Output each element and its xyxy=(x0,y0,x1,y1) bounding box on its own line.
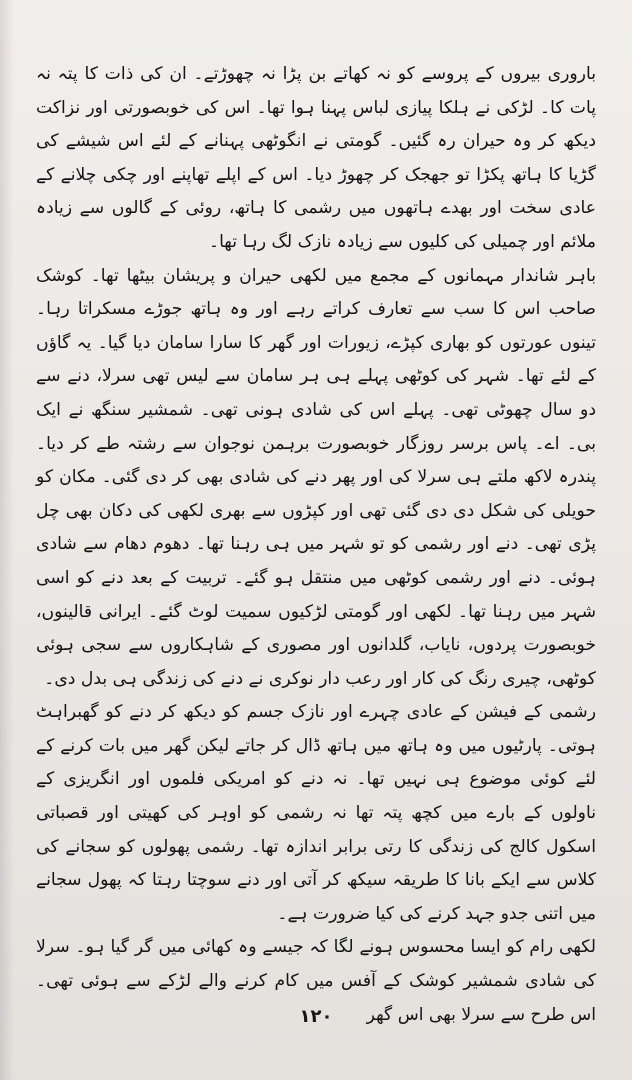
paragraph-2: باہر شاندار مہمانوں کے مجمع میں لکھی حیران و پریشان بیٹھا تھا۔ کوشک صاحب اس کا سب سے تعارف کراتے رہے اور وہ ہاتھ جوڑے مسکراتا رہا۔ تینوں عورتوں کو بھاری کپڑے، زیورات اور گھر کا سارا سامان دیا گیا۔ یہ گاؤں کے لئے تھا۔ شہر کی کوٹھی پہلے ہی ہر سامان سے لیس تھی سرلا، دنے سے دو سال چھوٹی تھی۔ پہلے اس کی شادی ہونی تھی۔ شمشیر سنگھ نے ایک بی۔ اے۔ پاس برسر روزگار خوبصورت برہمن نوجوان سے رشتہ طے کر دیا۔ پندرہ لاکھ ملتے ہی سرلا کی اور پھر دنے کی شادی بھی کر دی گئی۔ مکان کو حویلی کی شکل دی دی گئی تھی اور کپڑوں سے بھری لکھی کی دکان بھی چل پڑی تھی۔ دنے اور رشمی کو تو شہر میں ہی رہنا تھا۔ دھوم دھام سے شادی ہوئی۔ دنے اور رشمی کوٹھی میں منتقل ہو گئے۔ تربیت کے بعد دنے کو اسی شہر میں رہنا تھا۔ لکھی اور گومتی لڑکیوں سمیت لوٹ گئے۔ ایرانی قالینوں، خوبصورت پردوں، نایاب، گلدانوں اور مصوری کے شاہکاروں سے سجی ہوئی کوٹھی، چیری رنگ کی کار اور رعب دار نوکری نے دنے کی زندگی ہی بدل دی۔ xyxy=(36,265,596,689)
body-text xyxy=(36,58,596,1032)
paragraph-1: باروری بیروں کے پروسے کو نہ کھاتے بن پڑا نہ چھوڑتے۔ ان کی ذات کا پتہ نہ پات کا۔ لڑکی نے ہلکا پیازی لباس پہنا ہوا تھا۔ اس کی خوبصورتی اور نزاکت دیکھ کر وہ حیران رہ گئیں۔ گومتی نے انگوٹھی پہنانے کے لئے اس شیشے کی گڑیا کا ہاتھ پکڑا تو جھجک کر چھوڑ دیا۔ اس کے اپلے تھاپنے اور چکی چلانے کے عادی سخت اور بھدے ہاتھوں میں رشمی کا ہاتھ، روئی کے گالوں سے زیادہ ملائم اور چمیلی کی کلیوں سے زیادہ نازک لگ رہا تھا۔ xyxy=(36,64,596,252)
page-number: ١٢٠ xyxy=(299,1006,333,1027)
paragraph-3: رشمی کے فیشن کے عادی چہرے اور نازک جسم کو دیکھ کر دنے کو گھبراہٹ ہوتی۔ پارٹیوں میں وہ ہاتھ میں ہاتھ ڈال کر جاتے لیکن گھر میں بات کرنے کے لئے کوئی موضوع ہی نہیں تھا۔ نہ دنے کو امریکی فلموں اور انگریزی کے ناولوں کے بارے میں کچھ پتہ تھا نہ رشمی کو اوہر کی کھیتی اور قصباتی اسکول کالج کی زندگی کا رتی برابر اندازہ تھا۔ رشمی پھولوں کو سجانے کی کلاس سے ایکے بانا کا طریقہ سیکھ کر آتی اور دنے سوچتا رہتا کہ پھول سجانے میں اتنی جدو جہد کرنے کی کیا ضرورت ہے۔ xyxy=(36,702,596,924)
page-edge-shadow xyxy=(0,0,14,1080)
paragraph-4: لکھی رام کو ایسا محسوس ہونے لگا کہ جیسے وہ کھائی میں گر گیا ہو۔ سرلا کی شادی شمشیر کوشک کے آفس میں کام کرنے والے لڑکے سے ہوئی تھی۔ اس طرح سے سرلا بھی اس گھر xyxy=(36,937,596,1025)
